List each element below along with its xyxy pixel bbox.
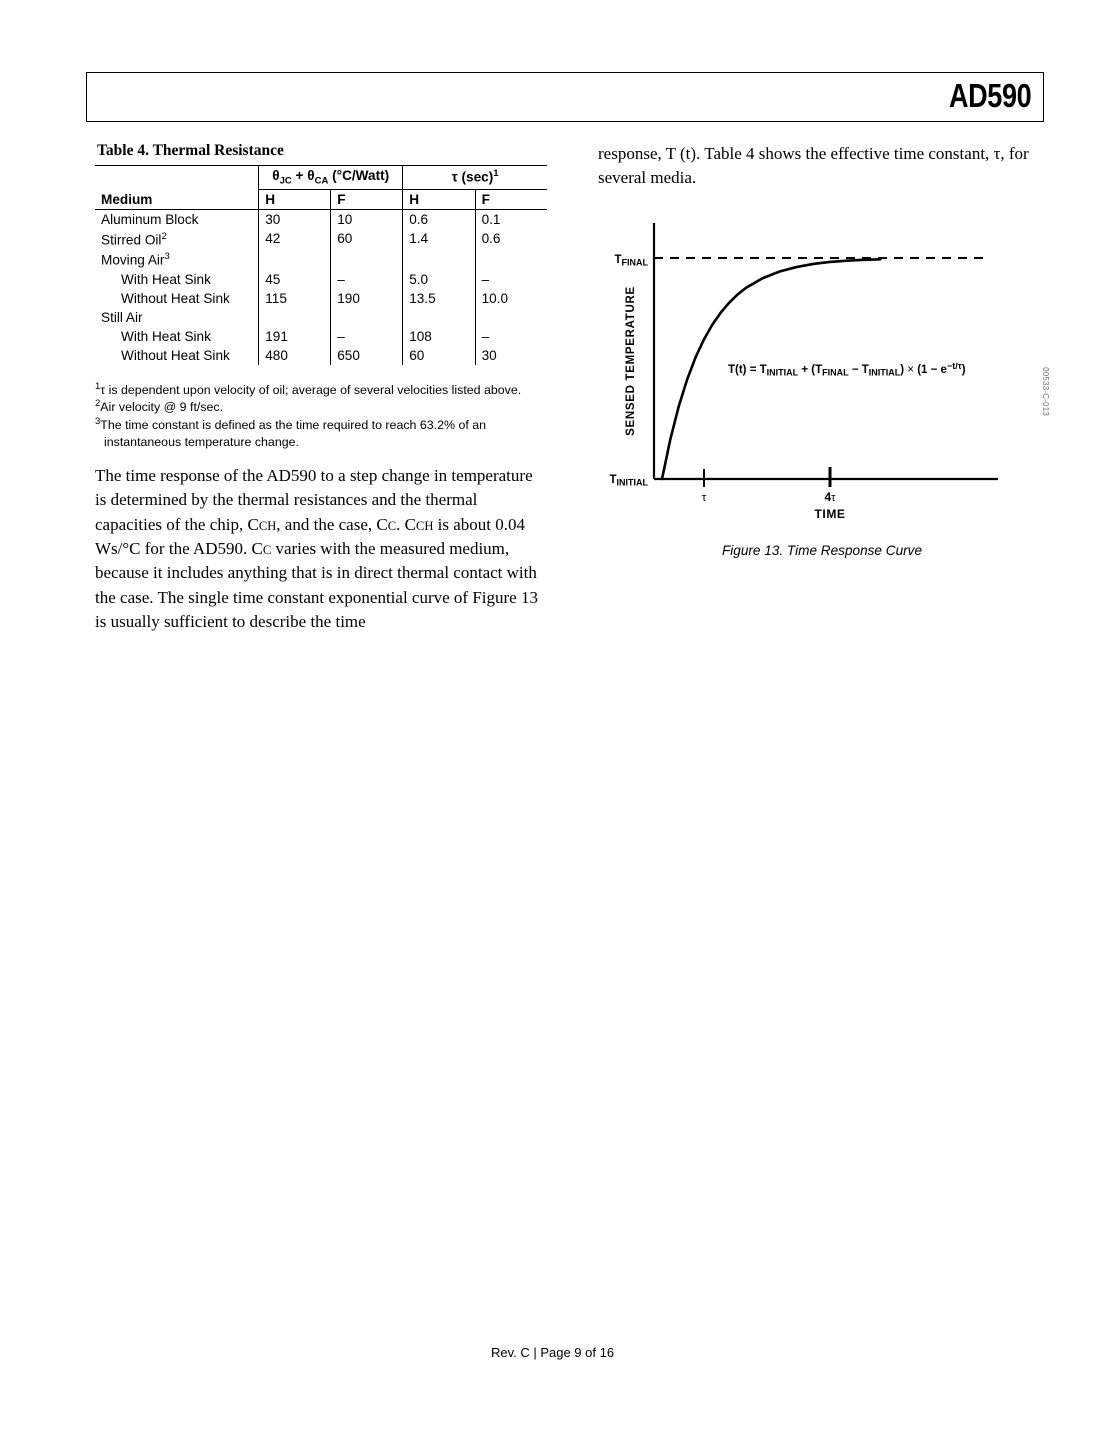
- table-footnotes: [95, 381, 547, 450]
- cell-footnote-marker: 2: [161, 230, 167, 242]
- x-tick-label-4tau: [824, 490, 836, 504]
- cell-medium: Still Air: [101, 309, 143, 325]
- cell-value: 0.6: [475, 229, 547, 250]
- cell-medium: Without Heat Sink: [121, 347, 230, 363]
- cell-medium: With Heat Sink: [121, 328, 211, 344]
- cell-value: 30: [475, 346, 547, 365]
- cell-medium: With Heat Sink: [121, 271, 211, 287]
- cell-value: 0.1: [475, 209, 547, 229]
- x-tick-4tau-sym: τ: [831, 491, 836, 504]
- theta-symbol: θ: [272, 168, 280, 183]
- cell-value: [475, 249, 547, 270]
- cell-value: –: [331, 327, 403, 346]
- table-row: [95, 249, 547, 270]
- eq-sub-initial-2: INITIAL: [868, 367, 901, 378]
- tau-footnote-marker: 1: [493, 168, 499, 179]
- cell-value: 115: [259, 289, 331, 308]
- table-row: [95, 346, 547, 365]
- figure-caption: Figure 13. Time Response Curve: [721, 542, 923, 558]
- x-tick-label-tau: τ: [701, 491, 707, 504]
- footnote-3-marker: 3: [95, 416, 101, 428]
- cell-value: 30: [259, 209, 331, 229]
- cell-value: 108: [403, 327, 475, 346]
- y-label-t-initial: [609, 474, 648, 488]
- cell-value: 0.6: [403, 209, 475, 229]
- eq-minus: −: [848, 363, 862, 376]
- theta-symbol-2: θ: [307, 168, 315, 183]
- page-header-box: [86, 72, 1044, 122]
- table-row: [95, 327, 547, 346]
- cell-medium-label: Moving Air: [101, 252, 165, 268]
- footnote-1-marker: 1: [95, 380, 101, 392]
- cell-value: [475, 308, 547, 327]
- figure-id-code: 00533-C-013: [1041, 366, 1050, 416]
- table-row: [95, 270, 547, 289]
- cell-value: 42: [259, 229, 331, 250]
- footnote-3: [95, 416, 547, 434]
- cell-value: [259, 249, 331, 270]
- t-initial-base: T: [609, 473, 617, 486]
- t-final-sub: FINAL: [621, 257, 648, 268]
- y-label-t-final: [614, 254, 648, 268]
- subscript-c-2: C: [262, 543, 272, 558]
- table-body: [95, 209, 547, 365]
- theta-units: (°C/Watt): [328, 168, 390, 183]
- cell-medium-label: Stirred Oil: [101, 232, 162, 248]
- eq-plus: + (: [798, 363, 816, 376]
- column-header-h2: H: [403, 189, 475, 209]
- page-title: AD590: [948, 77, 1031, 115]
- eq-t-final-2: T: [861, 363, 869, 376]
- theta-ca-sub: CA: [314, 175, 329, 187]
- y-axis-title: SENSED TEMPERATURE: [625, 285, 637, 436]
- table-row: [95, 209, 547, 229]
- cell-value: 5.0: [403, 270, 475, 289]
- cell-medium: Aluminum Block: [101, 211, 199, 227]
- cell-value: [403, 308, 475, 327]
- eq-sub-final: FINAL: [822, 367, 849, 378]
- footnote-3-continued: instantaneous temperature change.: [104, 434, 299, 449]
- t-final-base: T: [614, 253, 622, 266]
- cell-value: [331, 308, 403, 327]
- column-header-tau: [403, 166, 547, 190]
- theta-plus: +: [291, 168, 308, 183]
- x-axis-title: TIME: [814, 506, 846, 521]
- cell-value: 191: [259, 327, 331, 346]
- eq-exp: −t/τ: [946, 360, 962, 371]
- t-initial-sub: INITIAL: [616, 477, 648, 488]
- cell-value: [259, 308, 331, 327]
- tau-symbol: τ: [451, 169, 458, 185]
- cell-medium: Without Heat Sink: [121, 290, 230, 306]
- eq-t-initial: T: [759, 363, 767, 376]
- subscript-c: C: [387, 518, 397, 533]
- cell-value: 13.5: [403, 289, 475, 308]
- right-body-paragraph: response, T (t). Table 4 shows the effective time constant, τ, for several media.: [598, 144, 1029, 188]
- eq-open2: (1 − e: [914, 363, 947, 376]
- eq-close1: ): [900, 363, 908, 376]
- cell-medium: [95, 229, 259, 250]
- equation-annotation: [728, 361, 966, 378]
- cell-footnote-marker: 3: [164, 251, 170, 263]
- table-row: [95, 289, 547, 308]
- column-header-f1: F: [331, 189, 403, 209]
- cell-value: 10: [331, 209, 403, 229]
- column-header-f2: F: [475, 189, 547, 209]
- cell-value: 190: [331, 289, 403, 308]
- x-tick-4tau-num: 4: [824, 489, 832, 504]
- footnote-2-marker: 2: [95, 398, 101, 410]
- footnote-1: [95, 381, 547, 399]
- time-response-chart: [598, 211, 1046, 541]
- page-footer: Rev. C | Page 9 of 16: [490, 1345, 615, 1360]
- eq-sub-initial: INITIAL: [766, 367, 799, 378]
- cell-medium: [95, 249, 259, 270]
- cell-value: 60: [331, 229, 403, 250]
- table-header-row-groups: [95, 166, 547, 190]
- table-caption: Table 4. Thermal Resistance: [97, 142, 284, 159]
- cell-value: 480: [259, 346, 331, 365]
- table-row: [95, 308, 547, 327]
- subscript-ch: CH: [258, 518, 277, 533]
- subscript-ch-2: CH: [415, 518, 434, 533]
- column-header-theta: [259, 166, 403, 190]
- eq-times: ×: [907, 363, 915, 376]
- cell-value: [331, 249, 403, 270]
- left-body-paragraph: The time response of the AD590 to a step change in temperature is determined by the thermal resistances and the thermal capacities of the chip, CCH, and the case, CC. CCH is about 0.04 Ws/°C for the AD590. CC varies with the measured medium, because it includes anything that is in direct thermal contact with the case. The single time constant exponential curve of Figure 13 is usually sufficient to describe the time: [95, 466, 538, 631]
- cell-value: –: [475, 327, 547, 346]
- thermal-resistance-table: [95, 165, 547, 365]
- cell-value: –: [475, 270, 547, 289]
- figure-13: [598, 211, 1050, 541]
- footnote-2: [95, 398, 547, 416]
- eq-lhs: T(t) =: [728, 363, 760, 376]
- theta-jc-sub: JC: [279, 175, 292, 187]
- cell-value: –: [331, 270, 403, 289]
- eq-t-final: T: [815, 363, 823, 376]
- right-column: [598, 142, 1050, 558]
- column-header-h1: H: [259, 189, 331, 209]
- cell-value: 650: [331, 346, 403, 365]
- cell-value: 10.0: [475, 289, 547, 308]
- footnote-1-text: τ is dependent upon velocity of oil; average of several velocities listed above.: [100, 382, 522, 397]
- tau-units: (sec): [457, 169, 494, 185]
- footnote-3-text: The time constant is defined as the time required to reach 63.2% of an: [100, 418, 487, 433]
- table-head: [95, 166, 547, 210]
- left-column: [95, 142, 547, 634]
- cell-value: 1.4: [403, 229, 475, 250]
- column-header-medium: Medium: [95, 166, 259, 210]
- eq-close2: ): [961, 363, 966, 376]
- cell-value: [403, 249, 475, 270]
- cell-value: 60: [403, 346, 475, 365]
- table-row: [95, 229, 547, 250]
- cell-value: 45: [259, 270, 331, 289]
- footnote-2-text: Air velocity @ 9 ft/sec.: [100, 400, 224, 415]
